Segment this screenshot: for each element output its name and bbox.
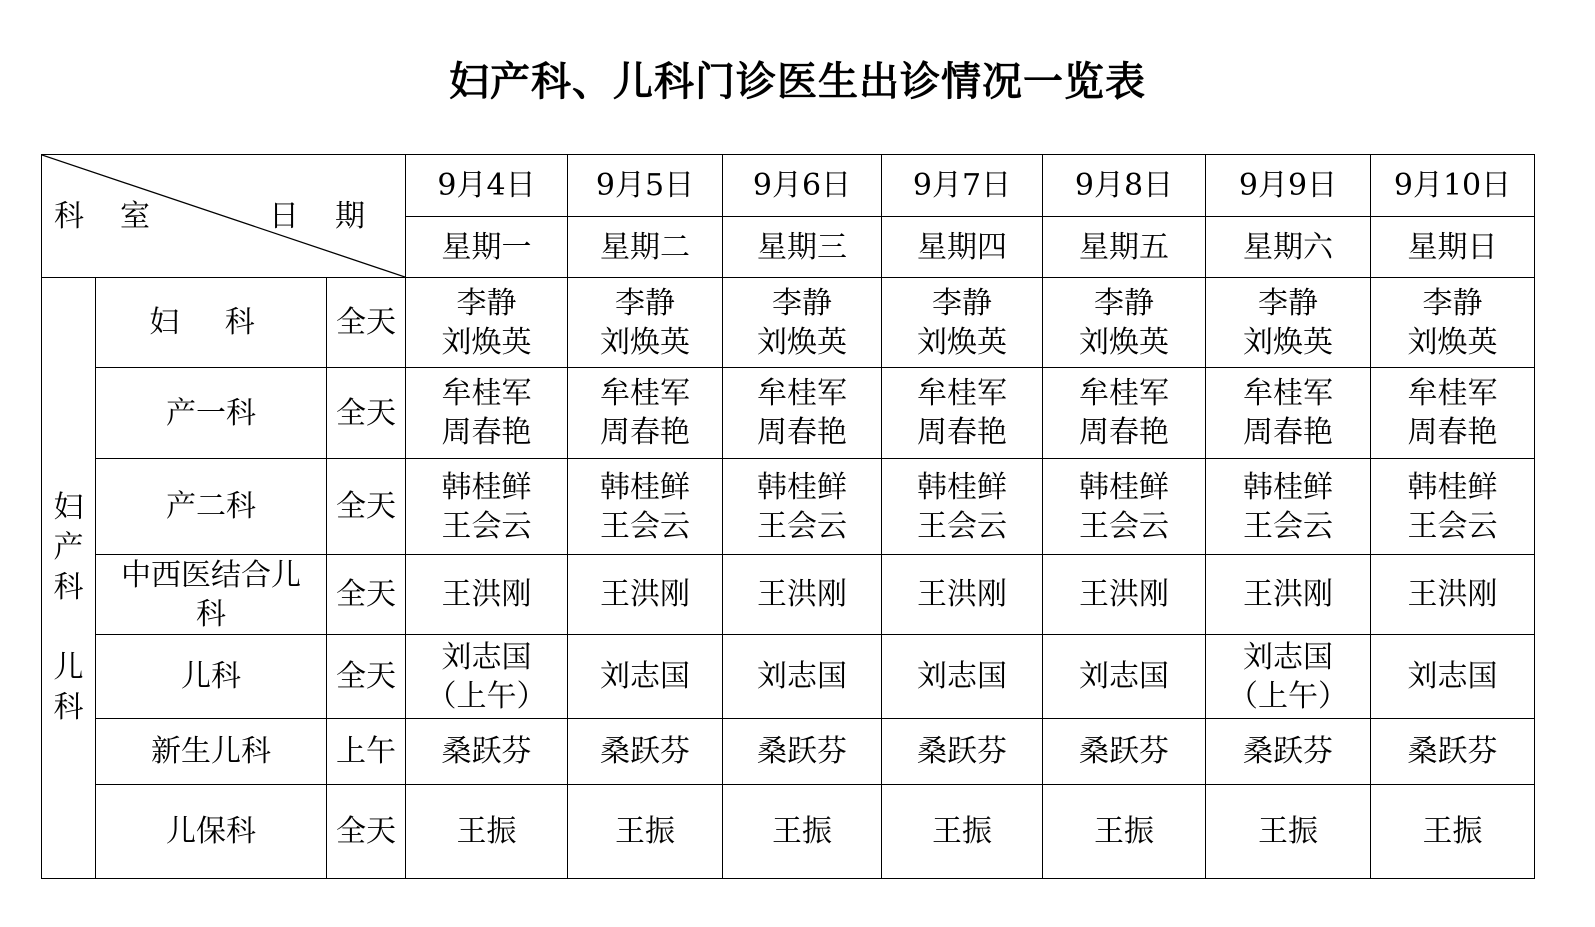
corner-header-cell (42, 155, 406, 278)
doctor-name: 牟桂军 (1079, 376, 1170, 411)
group-label-gap (42, 608, 95, 648)
doctor-cell (882, 368, 1043, 459)
doctor-name: 桑跃芬 (757, 734, 848, 769)
doctor-name: 周春艳 (441, 415, 532, 450)
table-row (42, 278, 1535, 368)
weekday-header-cell: 星期日 (1371, 217, 1535, 278)
doctor-cell (882, 635, 1043, 719)
department-cell: 妇 科 (96, 278, 327, 368)
date-header-cell: 9月8日 (1043, 155, 1206, 217)
doctor-name: 王会云 (1407, 508, 1498, 544)
doctor-name: 桑跃芬 (917, 734, 1008, 769)
doctor-name: 牟桂军 (1243, 376, 1334, 411)
group-label-obgyn: 妇产科 (53, 490, 84, 605)
doctor-name: 王会云 (1079, 508, 1170, 544)
doctor-cell (1206, 635, 1371, 719)
doctor-name: 牟桂军 (1407, 376, 1498, 411)
doctor-name: 李静 (932, 285, 993, 321)
doctor-name: 牟桂军 (441, 376, 532, 411)
doctor-name: 王振 (1422, 814, 1483, 849)
date-header-cell: 9月5日 (568, 155, 723, 217)
doctor-cell (1043, 459, 1206, 555)
department-cell: 新生儿科 (96, 719, 327, 785)
doctor-name: 刘志国 (1407, 659, 1498, 694)
session-time-cell: 全天 (327, 459, 406, 555)
doctor-name: 周春艳 (917, 415, 1008, 450)
doctor-name: 韩桂鲜 (1407, 469, 1498, 505)
doctor-cell (406, 719, 568, 785)
doctor-name: 王洪刚 (917, 577, 1008, 612)
doctor-name: 刘志国 (917, 659, 1008, 694)
session-note: （上午） (1228, 678, 1349, 714)
doctor-cell (723, 555, 882, 635)
doctor-name: 王洪刚 (1243, 577, 1334, 612)
doctor-cell (723, 785, 882, 879)
doctor-cell (1371, 719, 1535, 785)
table-row (42, 459, 1535, 555)
weekday-header-cell: 星期三 (723, 217, 882, 278)
doctor-name: 王洪刚 (600, 577, 691, 612)
doctor-cell (1043, 719, 1206, 785)
date-header-cell: 9月9日 (1206, 155, 1371, 217)
doctor-cell (568, 278, 723, 368)
doctor-name: 周春艳 (1079, 415, 1170, 450)
doctor-name: 王振 (772, 814, 833, 849)
doctor-cell (1371, 278, 1535, 368)
session-time-cell: 全天 (327, 785, 406, 879)
doctor-cell (723, 635, 882, 719)
doctor-cell (1371, 555, 1535, 635)
doctor-name: 周春艳 (757, 415, 848, 450)
doctor-name: 王洪刚 (1407, 577, 1498, 612)
doctor-cell (1206, 719, 1371, 785)
doctor-name: 王会云 (441, 508, 532, 544)
doctor-name: 桑跃芬 (1407, 734, 1498, 769)
session-time-cell: 全天 (327, 635, 406, 719)
schedule-table (41, 154, 1535, 879)
doctor-name: 李静 (772, 285, 833, 321)
session-time-cell: 上午 (327, 719, 406, 785)
doctor-cell (1206, 278, 1371, 368)
doctor-cell (882, 555, 1043, 635)
doctor-name: 王会云 (1243, 508, 1334, 544)
doctor-cell (1371, 459, 1535, 555)
doctor-cell (406, 278, 568, 368)
doctor-name: 李静 (1422, 285, 1483, 321)
doctor-name: 刘焕英 (1243, 324, 1334, 360)
doctor-cell (882, 459, 1043, 555)
doctor-cell (1206, 555, 1371, 635)
doctor-name: 刘志国 (1243, 639, 1334, 675)
doctor-cell (406, 635, 568, 719)
doctor-name: 周春艳 (1243, 415, 1334, 450)
doctor-cell (568, 459, 723, 555)
doctor-cell (406, 785, 568, 879)
date-header-cell: 9月7日 (882, 155, 1043, 217)
doctor-name: 韩桂鲜 (1243, 469, 1334, 505)
doctor-name: 王振 (1258, 814, 1319, 849)
doctor-name: 牟桂军 (757, 376, 848, 411)
weekday-header-cell: 星期二 (568, 217, 723, 278)
corner-label-date: 日期 (269, 199, 402, 234)
group-label-cell (42, 278, 96, 879)
corner-label-department: 科室 (54, 199, 186, 234)
department-cell: 产二科 (96, 459, 327, 555)
doctor-name: 王振 (1094, 814, 1155, 849)
doctor-cell (882, 278, 1043, 368)
weekday-header-cell: 星期四 (882, 217, 1043, 278)
doctor-name: 刘焕英 (441, 324, 532, 360)
doctor-name: 刘焕英 (917, 324, 1008, 360)
doctor-cell (406, 555, 568, 635)
doctor-name: 桑跃芬 (1243, 734, 1334, 769)
doctor-name: 李静 (456, 285, 517, 321)
doctor-cell (1371, 785, 1535, 879)
session-time-cell: 全天 (327, 368, 406, 459)
doctor-name: 刘焕英 (1079, 324, 1170, 360)
doctor-name: 王洪刚 (441, 577, 532, 612)
doctor-name: 韩桂鲜 (441, 469, 532, 505)
department-cell: 中西医结合儿科 (96, 555, 327, 635)
table-row (42, 555, 1535, 635)
doctor-cell (406, 368, 568, 459)
doctor-name: 刘焕英 (757, 324, 848, 360)
department-cell: 儿保科 (96, 785, 327, 879)
doctor-cell (723, 368, 882, 459)
doctor-name: 刘志国 (600, 659, 691, 694)
department-cell: 产一科 (96, 368, 327, 459)
group-label-pediatrics: 儿科 (53, 650, 84, 725)
session-time-cell: 全天 (327, 555, 406, 635)
date-header-cell: 9月10日 (1371, 155, 1535, 217)
department-cell: 儿科 (96, 635, 327, 719)
doctor-name: 周春艳 (600, 415, 691, 450)
doctor-name: 韩桂鲜 (600, 469, 691, 505)
doctor-name: 王振 (456, 814, 517, 849)
doctor-name: 桑跃芬 (600, 734, 691, 769)
doctor-name: 韩桂鲜 (757, 469, 848, 505)
doctor-name: 周春艳 (1407, 415, 1498, 450)
weekday-header-cell: 星期五 (1043, 217, 1206, 278)
doctor-name: 李静 (1258, 285, 1319, 321)
doctor-name: 刘志国 (757, 659, 848, 694)
doctor-cell (1043, 555, 1206, 635)
session-time-cell: 全天 (327, 278, 406, 368)
doctor-cell (568, 555, 723, 635)
doctor-cell (568, 785, 723, 879)
doctor-name: 韩桂鲜 (1079, 469, 1170, 505)
doctor-cell (568, 719, 723, 785)
doctor-cell (1206, 459, 1371, 555)
doctor-name: 桑跃芬 (1079, 734, 1170, 769)
doctor-name: 刘焕英 (600, 324, 691, 360)
doctor-cell (1043, 785, 1206, 879)
table-row (42, 635, 1535, 719)
doctor-cell (723, 459, 882, 555)
doctor-name: 桑跃芬 (441, 734, 532, 769)
doctor-name: 韩桂鲜 (917, 469, 1008, 505)
doctor-cell (1206, 368, 1371, 459)
doctor-cell (1371, 635, 1535, 719)
doctor-name: 王振 (932, 814, 993, 849)
doctor-name: 王会云 (917, 508, 1008, 544)
doctor-name: 牟桂军 (600, 376, 691, 411)
doctor-name: 牟桂军 (917, 376, 1008, 411)
weekday-header-cell: 星期六 (1206, 217, 1371, 278)
doctor-name: 刘志国 (441, 639, 532, 675)
doctor-cell (723, 278, 882, 368)
doctor-cell (406, 459, 568, 555)
doctor-cell (1371, 368, 1535, 459)
doctor-name: 李静 (615, 285, 676, 321)
doctor-name: 刘焕英 (1407, 324, 1498, 360)
doctor-cell (568, 635, 723, 719)
doctor-cell (882, 719, 1043, 785)
doctor-name: 王洪刚 (1079, 577, 1170, 612)
date-header-cell: 9月4日 (406, 155, 568, 217)
table-row (42, 368, 1535, 459)
doctor-name: 王洪刚 (757, 577, 848, 612)
doctor-name: 刘志国 (1079, 659, 1170, 694)
doctor-name: 王振 (615, 814, 676, 849)
table-row (42, 785, 1535, 879)
doctor-cell (1043, 368, 1206, 459)
doctor-cell (568, 368, 723, 459)
doctor-cell (1043, 635, 1206, 719)
table-row (42, 719, 1535, 785)
doctor-cell (882, 785, 1043, 879)
weekday-header-cell: 星期一 (406, 217, 568, 278)
session-note: （上午） (426, 678, 547, 714)
doctor-cell (723, 719, 882, 785)
doctor-cell (1206, 785, 1371, 879)
date-header-cell: 9月6日 (723, 155, 882, 217)
doctor-name: 王会云 (600, 508, 691, 544)
page-title: 妇产科、儿科门诊医生出诊情况一览表 (449, 59, 1146, 105)
doctor-name: 王会云 (757, 508, 848, 544)
doctor-cell (1043, 278, 1206, 368)
doctor-name: 李静 (1094, 285, 1155, 321)
